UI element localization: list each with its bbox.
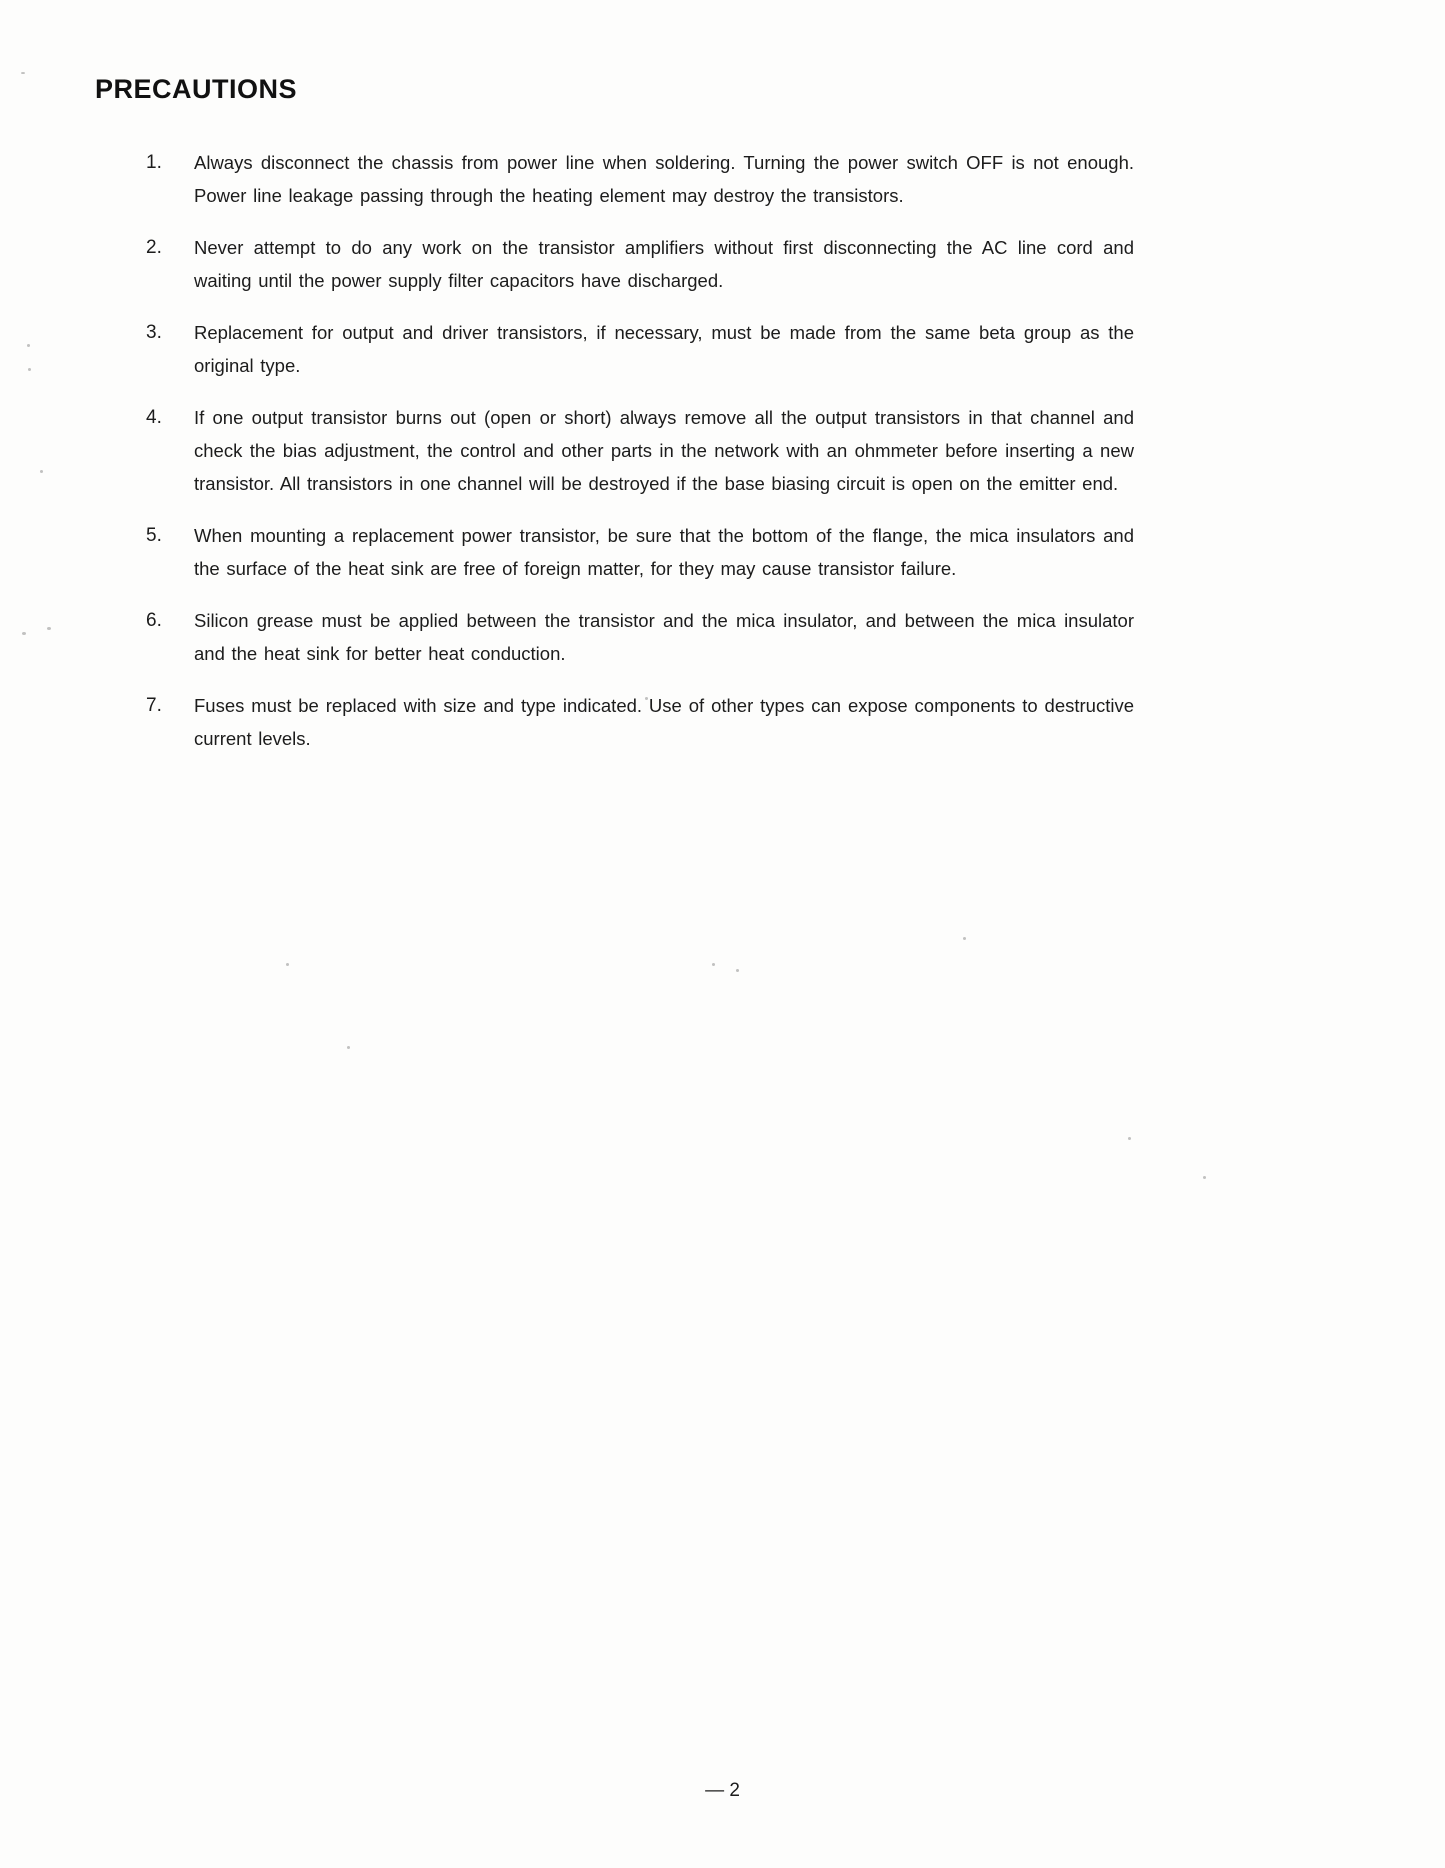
scan-speck [712, 963, 715, 966]
item-text: If one output transistor burns out (open or short) always remove all the output transistors in that channel and check the bias adjustment, the control and other parts in the network with an ohmmeter before inserting a new transistor. All transistors in one channel will be destroyed if the base biasing circuit is open on the emitter end. [194, 407, 1134, 494]
precautions-list [146, 146, 1134, 774]
scan-speck [28, 368, 31, 371]
scan-speck [27, 344, 30, 347]
scan-speck [1203, 1176, 1206, 1179]
precaution-item-6 [146, 604, 1134, 670]
scan-speck [47, 627, 51, 630]
scan-speck [22, 632, 26, 635]
precaution-item-5 [146, 519, 1134, 585]
page-number: — 2 [705, 1780, 740, 1801]
scan-speck [286, 963, 289, 966]
item-number: 4. [146, 407, 162, 428]
scan-speck [963, 937, 966, 940]
item-text: When mounting a replacement power transistor, be sure that the bottom of the flange, the mica insulators and the surface of the heat sink are free of foreign matter, for they may cause transistor failure. [194, 525, 1134, 579]
item-number: 5. [146, 525, 162, 546]
scan-speck [1128, 1137, 1131, 1140]
item-text: Never attempt to do any work on the transistor amplifiers without first disconnecting the AC line cord and waiting until the power supply filter capacitors have discharged. [194, 237, 1134, 291]
precaution-item-3 [146, 316, 1134, 382]
scan-speck [40, 470, 43, 473]
item-number: 1. [146, 152, 162, 173]
scan-speck [645, 697, 648, 700]
item-number: 2. [146, 237, 162, 258]
scan-speck [736, 969, 739, 972]
precaution-item-2 [146, 231, 1134, 297]
scan-speck [21, 72, 25, 74]
item-number: 7. [146, 695, 162, 716]
precaution-item-4 [146, 401, 1134, 500]
item-text: Silicon grease must be applied between the transistor and the mica insulator, and between the mica insulator and the heat sink for better heat conduction. [194, 610, 1134, 664]
precaution-item-1 [146, 146, 1134, 212]
scan-speck [347, 1046, 350, 1049]
item-text: Always disconnect the chassis from power line when soldering. Turning the power switch OFF is not enough. Power line leakage passing through the heating element may destroy the transistors. [194, 152, 1134, 206]
item-text: Replacement for output and driver transistors, if necessary, must be made from the same beta group as the original type. [194, 322, 1134, 376]
item-number: 3. [146, 322, 162, 343]
item-text: Fuses must be replaced with size and type indicated. Use of other types can expose components to destructive current levels. [194, 695, 1134, 749]
item-number: 6. [146, 610, 162, 631]
page-title: PRECAUTIONS [95, 74, 298, 105]
precaution-item-7 [146, 689, 1134, 755]
